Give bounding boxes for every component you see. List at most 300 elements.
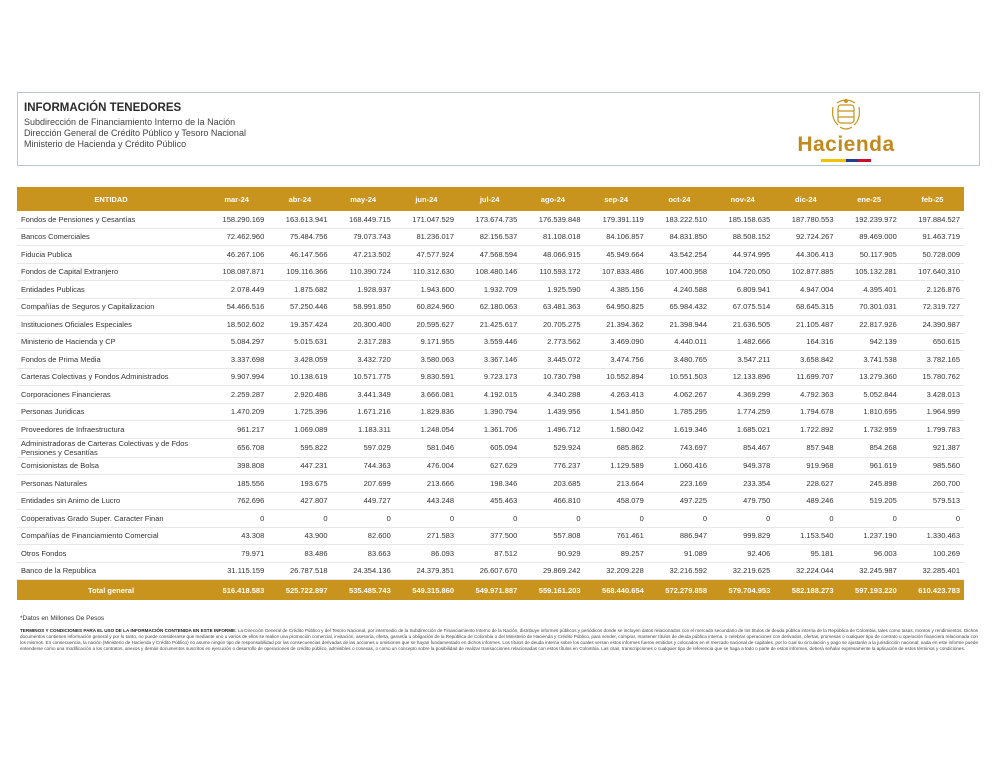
- value-cell: 455.463: [458, 492, 521, 510]
- value-cell: 1.496.712: [521, 421, 584, 439]
- value-cell: 529.924: [521, 438, 584, 457]
- table-row: [17, 333, 964, 351]
- value-cell: 3.658.842: [774, 351, 837, 369]
- value-cell: 203.685: [521, 475, 584, 493]
- value-cell: 1.671.216: [332, 403, 395, 421]
- value-cell: 44.974.995: [711, 246, 774, 264]
- value-cell: 24.379.351: [395, 562, 458, 580]
- value-cell: 21.394.362: [585, 316, 648, 334]
- entity-name-cell: Carteras Colectivas y Fondos Administrados: [17, 368, 205, 386]
- value-cell: 557.808: [521, 527, 584, 545]
- column-header-month: dic-24: [774, 187, 837, 211]
- value-cell: 21.105.487: [774, 316, 837, 334]
- value-cell: 581.046: [395, 438, 458, 457]
- entity-name-cell: Cooperativas Grado Super. Caracter Finan: [17, 510, 205, 528]
- value-cell: 83.486: [268, 545, 331, 563]
- value-cell: 58.991.850: [332, 298, 395, 316]
- value-cell: 3.580.063: [395, 351, 458, 369]
- hacienda-logo: [791, 95, 901, 163]
- value-cell: 3.474.756: [585, 351, 648, 369]
- value-cell: 183.222.510: [648, 211, 711, 228]
- entity-name-cell: Compañías de Financiamiento Comercial: [17, 527, 205, 545]
- column-header-month: may-24: [332, 187, 395, 211]
- table-row: [17, 527, 964, 545]
- value-cell: 108.480.146: [458, 263, 521, 281]
- value-cell: 105.132.281: [838, 263, 901, 281]
- table-row: [17, 386, 964, 404]
- total-value-cell: 525.722.897: [268, 580, 331, 601]
- value-cell: 650.615: [901, 333, 964, 351]
- value-cell: 4.340.288: [521, 386, 584, 404]
- value-cell: 854.268: [838, 438, 901, 457]
- value-cell: 1.619.346: [648, 421, 711, 439]
- value-cell: 4.062.267: [648, 386, 711, 404]
- value-cell: 193.675: [268, 475, 331, 493]
- column-header-entidad: ENTIDAD: [17, 187, 205, 211]
- value-cell: 89.257: [585, 545, 648, 563]
- value-cell: 84.831.850: [648, 228, 711, 246]
- table-row: [17, 545, 964, 563]
- terms-heading: TERMINOS Y CONDICIONES PARA EL USO DE LA INFORMACIÓN CONTENIDA EN ESTE INFORME:: [20, 628, 237, 633]
- hacienda-logo-text: Hacienda: [797, 133, 895, 156]
- value-cell: 1.482.666: [711, 333, 774, 351]
- value-cell: 57.250.446: [268, 298, 331, 316]
- value-cell: 921.387: [901, 438, 964, 457]
- value-cell: 656.708: [205, 438, 268, 457]
- value-cell: 985.560: [901, 457, 964, 475]
- value-cell: 4.947.004: [774, 281, 837, 299]
- value-cell: 919.968: [774, 457, 837, 475]
- value-cell: 1.060.416: [648, 457, 711, 475]
- value-cell: 32.245.987: [838, 562, 901, 580]
- value-cell: 13.279.360: [838, 368, 901, 386]
- total-value-cell: 535.485.743: [332, 580, 395, 601]
- value-cell: 447.231: [268, 457, 331, 475]
- value-cell: 81.108.018: [521, 228, 584, 246]
- value-cell: 60.824.960: [395, 298, 458, 316]
- value-cell: 1.153.540: [774, 527, 837, 545]
- value-cell: 95.181: [774, 545, 837, 563]
- value-cell: 26.607.670: [458, 562, 521, 580]
- value-cell: 476.004: [395, 457, 458, 475]
- value-cell: 32.224.044: [774, 562, 837, 580]
- value-cell: 10.571.775: [332, 368, 395, 386]
- value-cell: 47.577.924: [395, 246, 458, 264]
- value-cell: 9.171.955: [395, 333, 458, 351]
- value-cell: 92.406: [711, 545, 774, 563]
- value-cell: 0: [838, 510, 901, 528]
- entity-name-cell: Bancos Comerciales: [17, 228, 205, 246]
- holders-table: [17, 187, 964, 600]
- value-cell: 1.928.937: [332, 281, 395, 299]
- units-note: *Datos en Millones De Pesos: [20, 615, 105, 622]
- value-cell: 54.466.516: [205, 298, 268, 316]
- value-cell: 223.169: [648, 475, 711, 493]
- value-cell: 82.156.537: [458, 228, 521, 246]
- value-cell: 32.219.625: [711, 562, 774, 580]
- value-cell: 79.971: [205, 545, 268, 563]
- value-cell: 207.699: [332, 475, 395, 493]
- value-cell: 100.269: [901, 545, 964, 563]
- value-cell: 92.724.267: [774, 228, 837, 246]
- entity-name-cell: Fondos de Prima Media: [17, 351, 205, 369]
- column-header-month: oct-24: [648, 187, 711, 211]
- value-cell: 377.500: [458, 527, 521, 545]
- value-cell: 776.237: [521, 457, 584, 475]
- value-cell: 9.723.173: [458, 368, 521, 386]
- value-cell: 605.094: [458, 438, 521, 457]
- value-cell: 0: [268, 510, 331, 528]
- value-cell: 1.875.682: [268, 281, 331, 299]
- total-value-cell: 610.423.783: [901, 580, 964, 601]
- value-cell: 228.627: [774, 475, 837, 493]
- value-cell: 21.636.505: [711, 316, 774, 334]
- value-cell: 65.984.432: [648, 298, 711, 316]
- value-cell: 3.547.211: [711, 351, 774, 369]
- coat-of-arms-icon: [791, 95, 901, 135]
- value-cell: 72.319.727: [901, 298, 964, 316]
- value-cell: 3.428.013: [901, 386, 964, 404]
- value-cell: 171.047.529: [395, 211, 458, 228]
- value-cell: 854.467: [711, 438, 774, 457]
- value-cell: 44.306.413: [774, 246, 837, 264]
- value-cell: 497.225: [648, 492, 711, 510]
- value-cell: 164.316: [774, 333, 837, 351]
- value-cell: 4.792.363: [774, 386, 837, 404]
- total-value-cell: 579.704.953: [711, 580, 774, 601]
- report-header: [17, 92, 980, 166]
- value-cell: 102.877.885: [774, 263, 837, 281]
- value-cell: 1.361.706: [458, 421, 521, 439]
- value-cell: 4.263.413: [585, 386, 648, 404]
- value-cell: 213.666: [395, 475, 458, 493]
- value-cell: 1.794.678: [774, 403, 837, 421]
- table-row: [17, 457, 964, 475]
- value-cell: 67.075.514: [711, 298, 774, 316]
- value-cell: 21.425.617: [458, 316, 521, 334]
- entity-name-cell: Ministerio de Hacienda y CP: [17, 333, 205, 351]
- value-cell: 0: [395, 510, 458, 528]
- entity-name-cell: Personas Naturales: [17, 475, 205, 493]
- value-cell: 398.808: [205, 457, 268, 475]
- table-row: [17, 403, 964, 421]
- value-cell: 1.541.850: [585, 403, 648, 421]
- value-cell: 3.741.538: [838, 351, 901, 369]
- value-cell: 63.481.363: [521, 298, 584, 316]
- value-cell: 70.301.031: [838, 298, 901, 316]
- value-cell: 942.139: [838, 333, 901, 351]
- value-cell: 62.180.063: [458, 298, 521, 316]
- total-value-cell: 559.161.203: [521, 580, 584, 601]
- entity-name-cell: Fondos de Capital Extranjero: [17, 263, 205, 281]
- value-cell: 3.428.059: [268, 351, 331, 369]
- value-cell: 489.246: [774, 492, 837, 510]
- value-cell: 999.829: [711, 527, 774, 545]
- value-cell: 961.217: [205, 421, 268, 439]
- value-cell: 43.542.254: [648, 246, 711, 264]
- value-cell: 89.469.000: [838, 228, 901, 246]
- entity-name-cell: Banco de la Republica: [17, 562, 205, 580]
- value-cell: 82.600: [332, 527, 395, 545]
- total-value-cell: 597.193.220: [838, 580, 901, 601]
- table-row: [17, 421, 964, 439]
- value-cell: 20.705.275: [521, 316, 584, 334]
- value-cell: 1.237.190: [838, 527, 901, 545]
- value-cell: 3.441.349: [332, 386, 395, 404]
- column-header-month: sep-24: [585, 187, 648, 211]
- value-cell: 3.432.720: [332, 351, 395, 369]
- value-cell: 197.884.527: [901, 211, 964, 228]
- value-cell: 1.964.999: [901, 403, 964, 421]
- column-header-month: jun-24: [395, 187, 458, 211]
- value-cell: 458.079: [585, 492, 648, 510]
- value-cell: 96.003: [838, 545, 901, 563]
- value-cell: 1.248.054: [395, 421, 458, 439]
- table-row: [17, 281, 964, 299]
- report-title: INFORMACIÓN TENEDORES: [24, 102, 182, 114]
- value-cell: 1.943.600: [395, 281, 458, 299]
- value-cell: 32.285.401: [901, 562, 964, 580]
- value-cell: 18.502.602: [205, 316, 268, 334]
- value-cell: 43.308: [205, 527, 268, 545]
- value-cell: 1.932.709: [458, 281, 521, 299]
- value-cell: 6.809.941: [711, 281, 774, 299]
- value-cell: 4.385.156: [585, 281, 648, 299]
- entity-name-cell: Fondos de Pensiones y Cesantías: [17, 211, 205, 228]
- value-cell: 22.817.926: [838, 316, 901, 334]
- value-cell: 579.513: [901, 492, 964, 510]
- value-cell: 597.029: [332, 438, 395, 457]
- value-cell: 0: [521, 510, 584, 528]
- value-cell: 10.551.503: [648, 368, 711, 386]
- value-cell: 5.052.844: [838, 386, 901, 404]
- column-header-month: jul-24: [458, 187, 521, 211]
- value-cell: 20.595.627: [395, 316, 458, 334]
- column-header-month: nov-24: [711, 187, 774, 211]
- value-cell: 158.290.169: [205, 211, 268, 228]
- total-row: [17, 580, 964, 601]
- value-cell: 0: [774, 510, 837, 528]
- table-row: [17, 228, 964, 246]
- value-cell: 110.593.172: [521, 263, 584, 281]
- column-header-month: ene-25: [838, 187, 901, 211]
- value-cell: 4.395.401: [838, 281, 901, 299]
- value-cell: 45.949.664: [585, 246, 648, 264]
- value-cell: 2.317.283: [332, 333, 395, 351]
- column-header-month: mar-24: [205, 187, 268, 211]
- value-cell: 1.580.042: [585, 421, 648, 439]
- total-value-cell: 549.971.887: [458, 580, 521, 601]
- value-cell: 107.640.310: [901, 263, 964, 281]
- flag-stripe: [821, 159, 871, 162]
- value-cell: 47.568.594: [458, 246, 521, 264]
- value-cell: 949.378: [711, 457, 774, 475]
- column-header-month: feb-25: [901, 187, 964, 211]
- entity-name-cell: Personas Juridicas: [17, 403, 205, 421]
- value-cell: 9.907.994: [205, 368, 268, 386]
- value-cell: 1.799.783: [901, 421, 964, 439]
- value-cell: 110.312.630: [395, 263, 458, 281]
- value-cell: 1.129.589: [585, 457, 648, 475]
- terms-body: La Dirección General de Crédito Público y del Tesoro Nacional, por intermedio de la Subdirección de Financiamiento Interno de la Nación, distribuye informes públicos y periódicos donde se incluyen datos relacionados con el mercado secundario de los títulos de deuda pública interna de la República de Colombia, tales como tasas, montos y rendimientos. Dichos documentos contienen información general y por lo tanto, no puede considerarse que mediante uno u varios de ellos se realice una promoción comercial, invitación, asesoría, oferta, garantía u obligación de la República de Colombia o del Ministerio de Hacienda y Crédito Público, para vender, comprar, mantener títulos de deuda pública interna, o celebrar operaciones con derivados, ofertas, promesas o cualquier tipo de contrato u operación financiera relacionada con los mismos. En consecuencia, la nación (Ministerio de Hacienda y Crédito Público) no asume ningún tipo de responsabilidad por las consecuencias derivadas de las acciones u omisiones que se hayan fundamentado en dichos informes. Los títulos de deuda interna sobre los cuales versan estos informes fueron emitidos y colocados en el mercado nacional de capitales, por lo cual su circulación y pago se ajustarán a la jurisdicción nacional; nada en este informe puede entenderse como una modificación a los contratos, anexos y demás documentos suscritos en ejecución o desarrollo de operaciones de crédito público, admisibles o conexas, o como un concepto sobre la posibilidad de realizar transacciones relacionadas con estos títulos en Colombia. Las citas, transcripciones o cualquier tipo de referencia que se haga a todo o parte de estos informes, deberá señalar expresamente la aplicación de estos términos y condiciones.: [20, 628, 978, 651]
- value-cell: 3.469.090: [585, 333, 648, 351]
- value-cell: 24.354.136: [332, 562, 395, 580]
- value-cell: 5.015.631: [268, 333, 331, 351]
- value-cell: 32.209.228: [585, 562, 648, 580]
- value-cell: 5.084.297: [205, 333, 268, 351]
- value-cell: 4.192.015: [458, 386, 521, 404]
- value-cell: 107.400.958: [648, 263, 711, 281]
- value-cell: 3.480.765: [648, 351, 711, 369]
- table-row: [17, 438, 964, 457]
- value-cell: 1.725.396: [268, 403, 331, 421]
- value-cell: 26.787.518: [268, 562, 331, 580]
- value-cell: 0: [332, 510, 395, 528]
- value-cell: 4.440.011: [648, 333, 711, 351]
- value-cell: 107.833.486: [585, 263, 648, 281]
- value-cell: 50.117.905: [838, 246, 901, 264]
- value-cell: 90.929: [521, 545, 584, 563]
- entity-name-cell: Instituciones Oficiales Especiales: [17, 316, 205, 334]
- table-row: [17, 246, 964, 264]
- value-cell: 761.461: [585, 527, 648, 545]
- value-cell: 198.346: [458, 475, 521, 493]
- value-cell: 3.666.081: [395, 386, 458, 404]
- value-cell: 886.947: [648, 527, 711, 545]
- header-line-direccion: Dirección General de Crédito Público y Tesoro Nacional: [24, 128, 246, 138]
- value-cell: 1.785.295: [648, 403, 711, 421]
- value-cell: 466.810: [521, 492, 584, 510]
- total-label-cell: Total general: [17, 580, 205, 601]
- value-cell: 1.330.463: [901, 527, 964, 545]
- value-cell: 75.484.756: [268, 228, 331, 246]
- table-row: [17, 368, 964, 386]
- value-cell: 0: [205, 510, 268, 528]
- value-cell: 0: [458, 510, 521, 528]
- value-cell: 519.205: [838, 492, 901, 510]
- value-cell: 15.780.762: [901, 368, 964, 386]
- value-cell: 83.663: [332, 545, 395, 563]
- value-cell: 4.369.299: [711, 386, 774, 404]
- value-cell: 43.900: [268, 527, 331, 545]
- value-cell: 24.390.987: [901, 316, 964, 334]
- value-cell: 0: [711, 510, 774, 528]
- value-cell: 88.508.152: [711, 228, 774, 246]
- value-cell: 29.869.242: [521, 562, 584, 580]
- value-cell: 961.619: [838, 457, 901, 475]
- value-cell: 685.862: [585, 438, 648, 457]
- value-cell: 443.248: [395, 492, 458, 510]
- value-cell: 1.722.892: [774, 421, 837, 439]
- value-cell: 427.807: [268, 492, 331, 510]
- value-cell: 179.391.119: [585, 211, 648, 228]
- value-cell: 744.363: [332, 457, 395, 475]
- value-cell: 0: [585, 510, 648, 528]
- value-cell: 9.830.591: [395, 368, 458, 386]
- value-cell: 11.699.707: [774, 368, 837, 386]
- value-cell: 1.925.590: [521, 281, 584, 299]
- value-cell: 0: [648, 510, 711, 528]
- value-cell: 168.449.715: [332, 211, 395, 228]
- entity-name-cell: Otros Fondos: [17, 545, 205, 563]
- value-cell: 10.552.894: [585, 368, 648, 386]
- value-cell: 12.133.896: [711, 368, 774, 386]
- table-row: [17, 562, 964, 580]
- value-cell: 1.470.209: [205, 403, 268, 421]
- value-cell: 87.512: [458, 545, 521, 563]
- value-cell: 3.337.698: [205, 351, 268, 369]
- value-cell: 1.183.311: [332, 421, 395, 439]
- value-cell: 3.445.072: [521, 351, 584, 369]
- value-cell: 86.093: [395, 545, 458, 563]
- value-cell: 857.948: [774, 438, 837, 457]
- table-row: [17, 298, 964, 316]
- value-cell: 233.354: [711, 475, 774, 493]
- value-cell: 84.106.857: [585, 228, 648, 246]
- value-cell: 2.078.449: [205, 281, 268, 299]
- table-header-row: [17, 187, 964, 211]
- value-cell: 64.950.825: [585, 298, 648, 316]
- value-cell: 3.367.146: [458, 351, 521, 369]
- value-cell: 68.645.315: [774, 298, 837, 316]
- value-cell: 176.539.848: [521, 211, 584, 228]
- value-cell: 1.685.021: [711, 421, 774, 439]
- table-row: [17, 263, 964, 281]
- value-cell: 1.774.259: [711, 403, 774, 421]
- value-cell: 104.720.050: [711, 263, 774, 281]
- value-cell: 2.773.562: [521, 333, 584, 351]
- value-cell: 91.089: [648, 545, 711, 563]
- entity-name-cell: Fiducia Publica: [17, 246, 205, 264]
- value-cell: 10.730.798: [521, 368, 584, 386]
- value-cell: 185.158.635: [711, 211, 774, 228]
- value-cell: 2.126.876: [901, 281, 964, 299]
- value-cell: 2.259.287: [205, 386, 268, 404]
- value-cell: 46.267.106: [205, 246, 268, 264]
- total-value-cell: 582.188.273: [774, 580, 837, 601]
- column-header-month: ago-24: [521, 187, 584, 211]
- value-cell: 192.239.972: [838, 211, 901, 228]
- value-cell: 185.556: [205, 475, 268, 493]
- terms-and-conditions: [20, 628, 978, 652]
- value-cell: 449.727: [332, 492, 395, 510]
- value-cell: 4.240.588: [648, 281, 711, 299]
- value-cell: 260.700: [901, 475, 964, 493]
- value-cell: 0: [901, 510, 964, 528]
- value-cell: 1.439.956: [521, 403, 584, 421]
- value-cell: 31.115.159: [205, 562, 268, 580]
- value-cell: 110.390.724: [332, 263, 395, 281]
- value-cell: 187.780.553: [774, 211, 837, 228]
- value-cell: 1.829.836: [395, 403, 458, 421]
- value-cell: 20.300.400: [332, 316, 395, 334]
- table-row: [17, 510, 964, 528]
- value-cell: 46.147.566: [268, 246, 331, 264]
- entity-name-cell: Comisionistas de Bolsa: [17, 457, 205, 475]
- header-line-ministerio: Ministerio de Hacienda y Crédito Público: [24, 139, 187, 149]
- total-value-cell: 549.315.860: [395, 580, 458, 601]
- table-row: [17, 211, 964, 228]
- value-cell: 48.066.915: [521, 246, 584, 264]
- value-cell: 245.898: [838, 475, 901, 493]
- header-line-subdireccion: Subdirección de Financiamiento Interno de la Nación: [24, 117, 236, 127]
- value-cell: 108.087.871: [205, 263, 268, 281]
- value-cell: 1.069.089: [268, 421, 331, 439]
- value-cell: 1.390.794: [458, 403, 521, 421]
- value-cell: 10.138.619: [268, 368, 331, 386]
- value-cell: 21.398.944: [648, 316, 711, 334]
- table-row: [17, 492, 964, 510]
